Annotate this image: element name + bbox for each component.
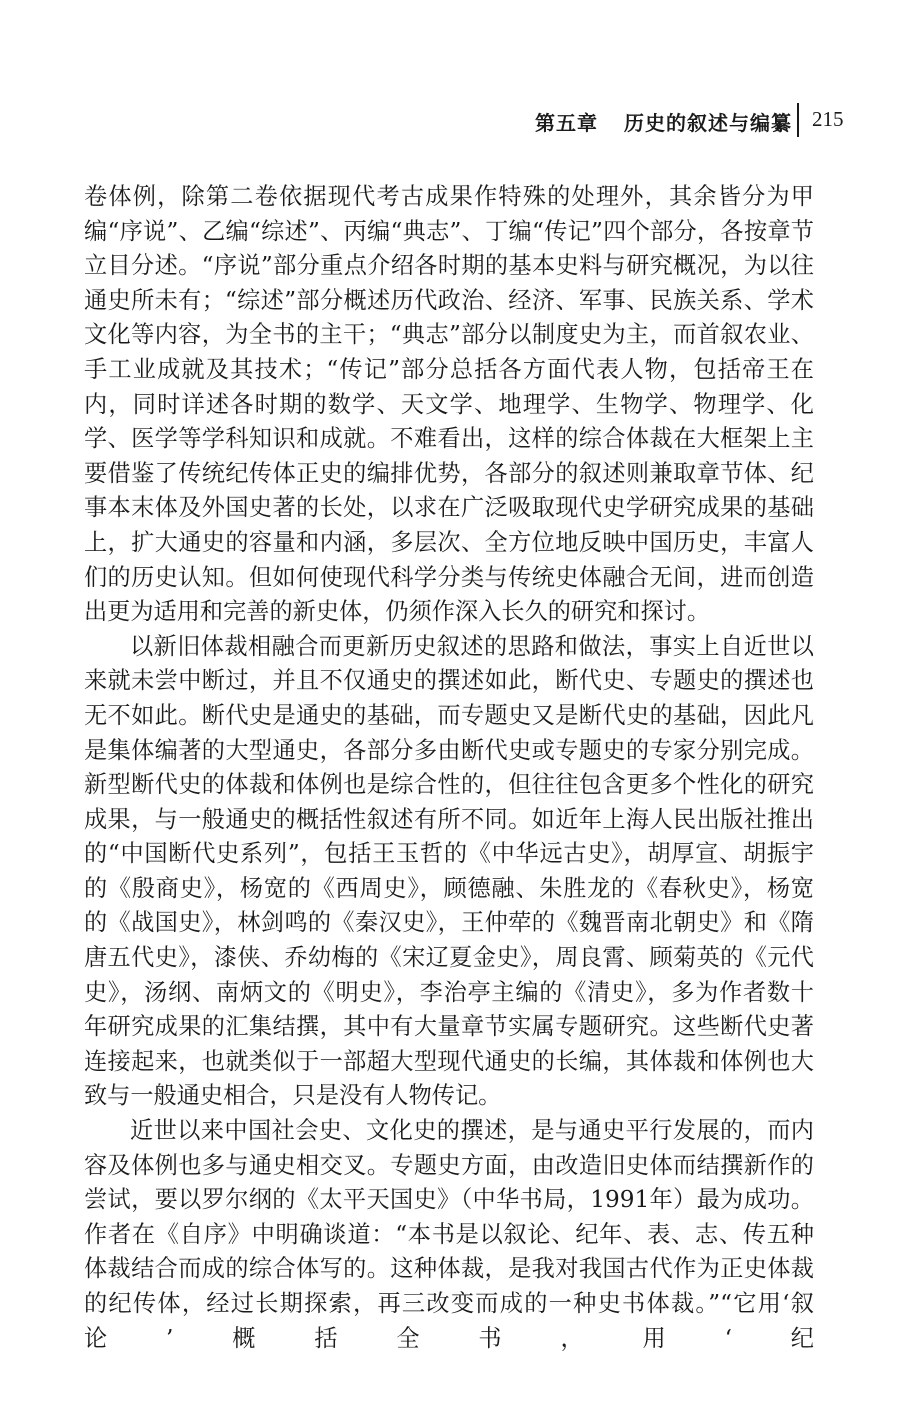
paragraph-continued: 卷体例，除第二卷依据现代考古成果作特殊的处理外，其余皆分为甲编“序说”、乙编“综述”、丙编“典志”、丁编“传记”四个部分，各按章节立目分述。“序说”部分重点介绍各时期的基本史料与研究概况，为以往通史所未有；“综述”部分概述历代政治、经济、军事、民族关系、学术文化等内容，为全书的主干；“典志”部分以制度史为主，而首叙农业、手工业成就及其技术；“传记”部分总括各方面代表人物，包括帝王在内，同时详述各时期的数学、天文学、地理学、生物学、物理学、化学、医学等学科知识和成就。不难看出，这样的综合体裁在大框架上主要借鉴了传统纪传体正史的编排优势，各部分的叙述则兼取章节体、纪事本末体及外国史著的长处，以求在广泛吸取现代史学研究成果的基础上，扩大通史的容量和内涵，多层次、全方位地反映中国历史，丰富人们的历史认知。但如何使现代科学分类与传统史体融合无间，进而创造出更为适用和完善的新史体，仍须作深入长久的研究和探讨。 <box>84 183 814 626</box>
chapter-number: 第五章 <box>535 111 598 135</box>
running-header <box>0 103 900 143</box>
paragraph: 近世以来中国社会史、文化史的撰述，是与通史平行发展的，而内容及体例也多与通史相交叉。专题史方面，由改造旧史体而结撰新作的尝试，要以罗尔纲的《太平天国史》（中华书局，1991年）最为成功。作者在《自序》中明确谈道：“本书是以叙论、纪年、表、志、传五种体裁结合而成的综合体写的。这种体裁，是我对我国古代作为正史体裁的纪传体，经过长期探索，再三改变而成的一种史书体裁。”“它用‘叙论’概括全书，用‘纪 <box>84 1117 814 1352</box>
body-text <box>84 180 814 1356</box>
chapter-heading <box>535 107 792 136</box>
chapter-title: 历史的叙述与编纂 <box>624 111 792 135</box>
header-divider <box>797 103 799 137</box>
paragraph: 以新旧体裁相融合而更新历史叙述的思路和做法，事实上自近世以来就未尝中断过，并且不仅通史的撰述如此，断代史、专题史的撰述也无不如此。断代史是通史的基础，而专题史又是断代史的基础，因此凡是集体编著的大型通史，各部分多由断代史或专题史的专家分别完成。新型断代史的体裁和体例也是综合性的，但往往包含更多个性化的研究成果，与一般通史的概括性叙述有所不同。如近年上海人民出版社推出的“中国断代史系列”，包括王玉哲的《中华远古史》，胡厚宣、胡振宇的《殷商史》，杨宽的《西周史》，顾德融、朱胜龙的《春秋史》，杨宽的《战国史》，林剑鸣的《秦汉史》，王仲荦的《魏晋南北朝史》和《隋唐五代史》，漆侠、乔幼梅的《宋辽夏金史》，周良霄、顾菊英的《元代史》，汤纲、南炳文的《明史》，李治亭主编的《清史》，多为作者数十年研究成果的汇集结撰，其中有大量章节实属专题研究。这些断代史著连接起来，也就类似于一部超大型现代通史的长编，其体裁和体例也大致与一般通史相合，只是没有人物传记。 <box>84 632 814 1110</box>
page-number: 215 <box>812 107 844 131</box>
